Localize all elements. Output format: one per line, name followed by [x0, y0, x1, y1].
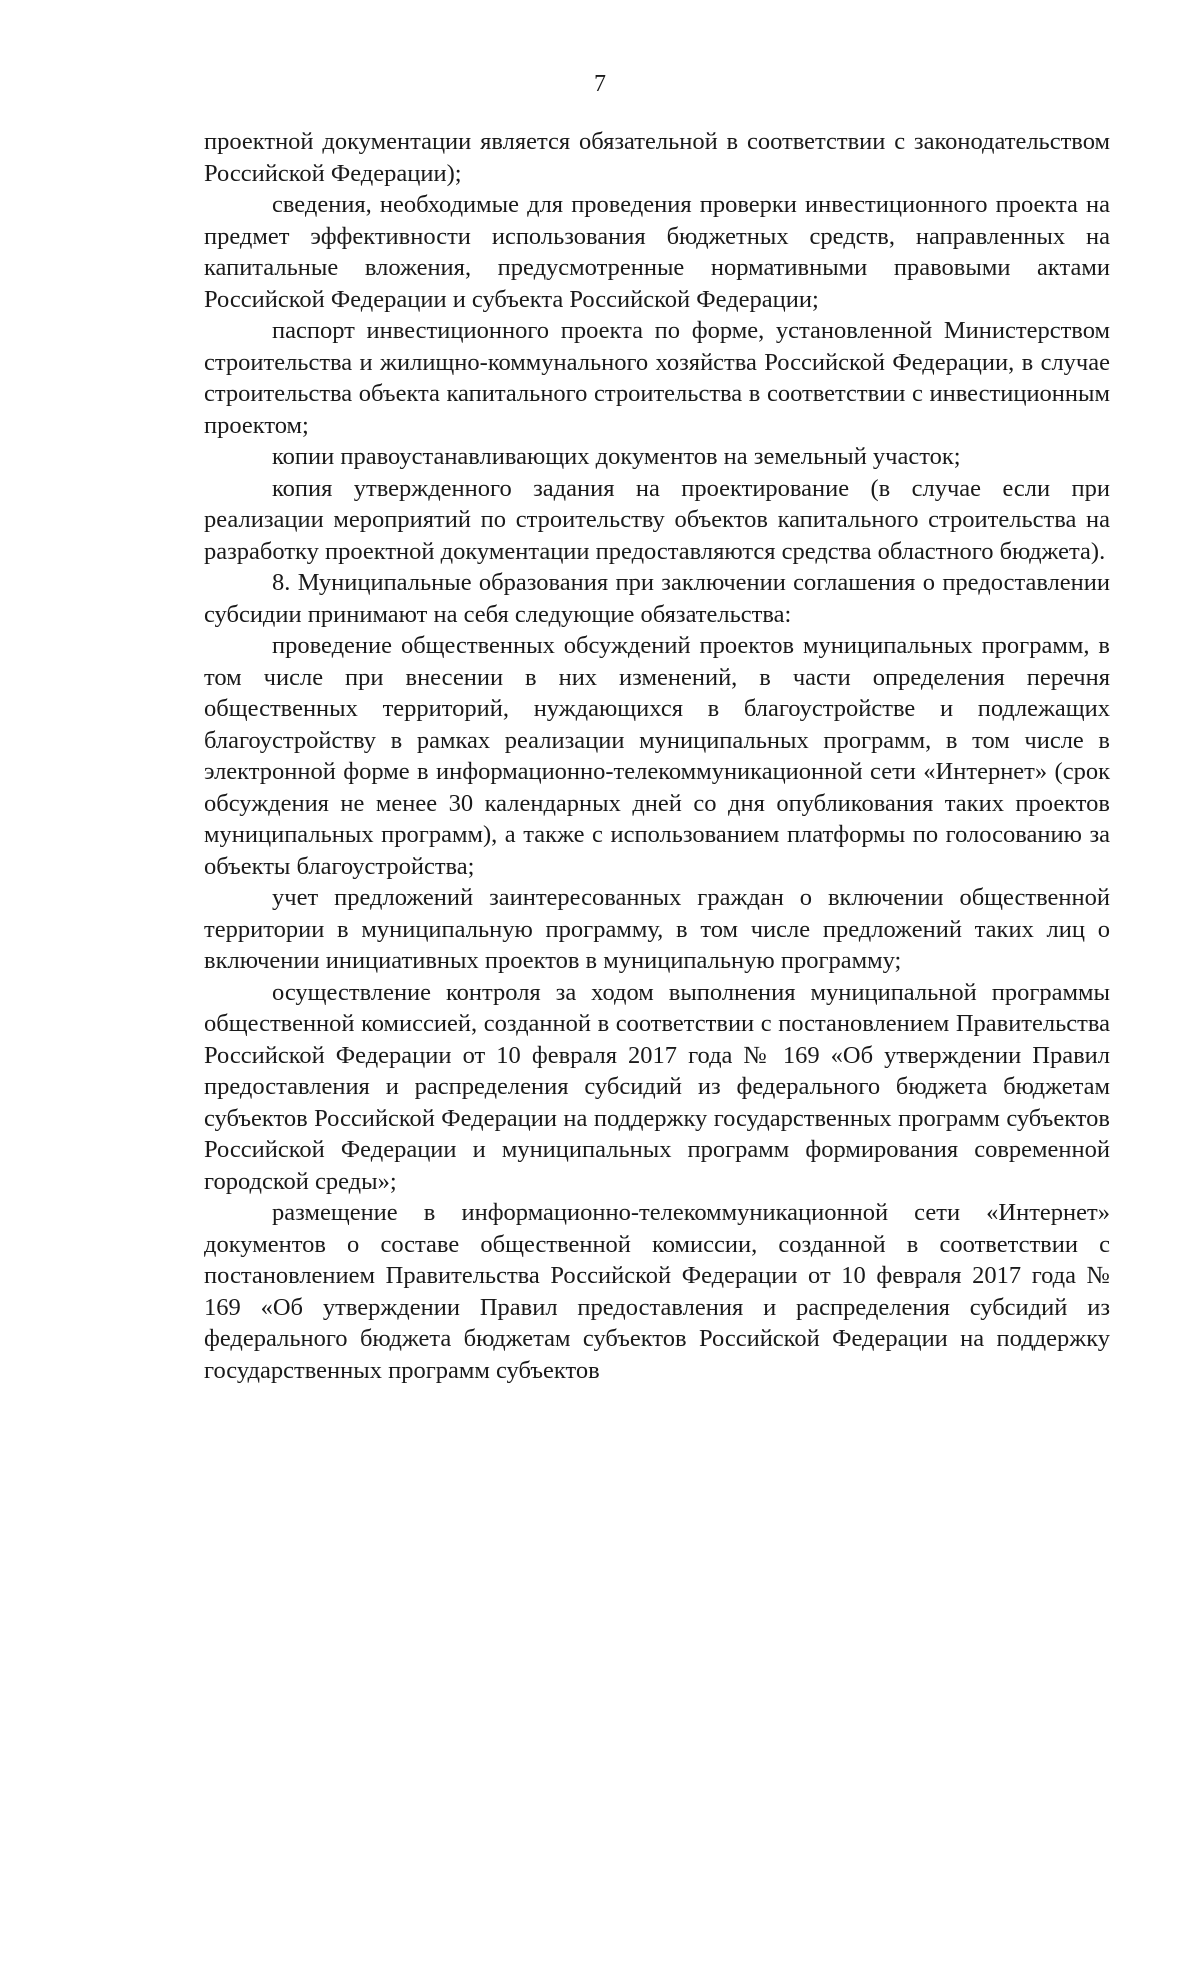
paragraph-7: проведение общественных обсуждений проектов муниципальных программ, в том числе при внесении в них изменений, в части определения перечня общественных территорий, нуждающихся в благоустройстве и подлежащих благоустройству в рамках реализации муниципальных программ, в том числе в электронной форме в информационно-телекоммуникационной сети «Интернет» (срок обсуждения не менее 30 календарных дней со дня опубликования таких проектов муниципальных программ), а также с использованием платформы по голосованию за объекты благоустройства;	[204, 632, 1110, 880]
paragraph-1: проектной документации является обязательной в соответствии с законодательством Российской Федерации);	[204, 128, 1110, 187]
document-body	[204, 126, 1110, 1386]
paragraph-2: сведения, необходимые для проведения проверки инвестиционного проекта на предмет эффективности использования бюджетных средств, направленных на капитальные вложения, предусмотренные нормативными правовыми актами Российской Федерации и субъекта Российской Федерации;	[204, 191, 1110, 313]
paragraph-3: паспорт инвестиционного проекта по форме, установленной Министерством строительства и жилищно-коммунального хозяйства Российской Федерации, в случае строительства объекта капитального строительства в соответствии с инвестиционным проектом;	[204, 317, 1110, 439]
paragraph-6: 8. Муниципальные образования при заключении соглашения о предоставлении субсидии принимают на себя следующие обязательства:	[204, 569, 1110, 628]
paragraph-8: учет предложений заинтересованных граждан о включении общественной территории в муниципальную программу, в том числе предложений таких лиц о включении инициативных проектов в муниципальную программу;	[204, 884, 1110, 974]
paragraph-5: копия утвержденного задания на проектирование (в случае если при реализации мероприятий по строительству объектов капитального строительства на разработку проектной документации предоставляются средства областного бюджета).	[204, 474, 1110, 565]
page-number: 7	[594, 71, 606, 97]
paragraph-4: копии правоустанавливающих документов на земельный участок;	[272, 443, 961, 470]
paragraph-9: осуществление контроля за ходом выполнения муниципальной программы общественной комиссией, созданной в соответствии с постановлением Правительства Российской Федерации от 10 февраля 2017 года № 169 «Об утверждении Правил предоставления и распределения субсидий из федерального бюджета бюджетам субъектов Российской Федерации на поддержку государственных программ субъектов Российской Федерации и муниципальных программ формирования современной городской среды»;	[204, 978, 1110, 1195]
paragraph-10: размещение в информационно-телекоммуникационной сети «Интернет» документов о составе общественной комиссии, созданной в соответствии с постановлением Правительства Российской Федерации от 10 февраля 2017 года № 169 «Об утверждении Правил предоставления и распределения субсидий из федерального бюджета бюджетам субъектов Российской Федерации на поддержку государственных программ субъектов	[204, 1199, 1110, 1384]
